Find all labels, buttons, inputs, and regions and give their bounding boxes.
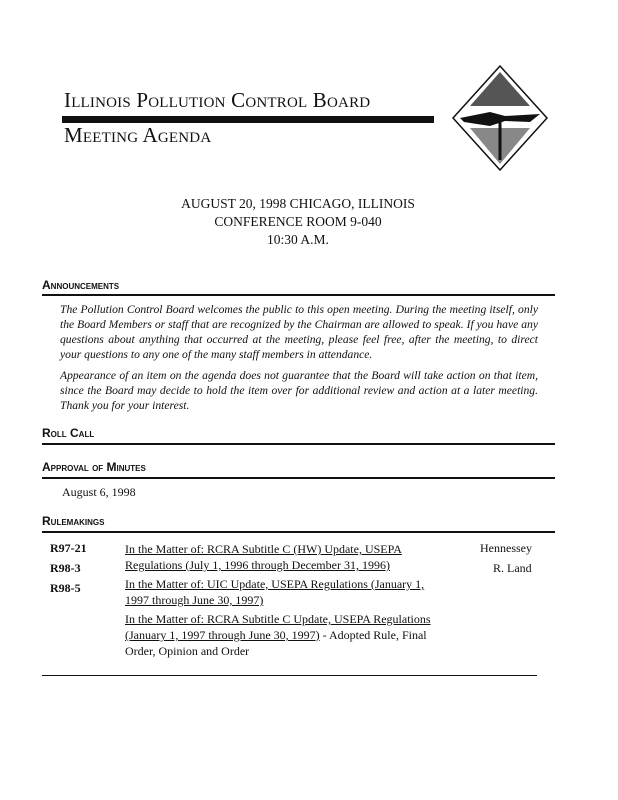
docket-number: R98-3 xyxy=(50,561,81,575)
roll-call-heading: Roll Call xyxy=(42,426,95,440)
rulemaking-title: In the Matter of: RCRA Subtitle C (HW) Update, USEPA Regulations (July 1, 1996 through December 31, 1996) xyxy=(125,542,402,572)
docket-number: R98-5 xyxy=(50,581,81,595)
section-rule xyxy=(42,477,555,479)
rulemaking-item xyxy=(125,611,445,659)
rulemaking-title: In the Matter of: UIC Update, USEPA Regulations (January 1, 1997 through June 30, 1997) xyxy=(125,577,425,607)
org-title: Illinois Pollution Control Board xyxy=(64,88,371,112)
document-title: Meeting Agenda xyxy=(64,123,212,147)
approval-of-minutes-heading: Approval of Minutes xyxy=(42,460,146,474)
rulemakings-heading: Rulemakings xyxy=(42,514,105,528)
rulemaking-item xyxy=(125,576,445,608)
minutes-date: August 6, 1998 xyxy=(62,485,136,499)
rulemaking-item xyxy=(125,541,445,573)
docket-number: R97-21 xyxy=(50,541,87,555)
meeting-date-location: AUGUST 20, 1998 CHICAGO, ILLINOIS xyxy=(181,196,415,211)
section-rule xyxy=(42,294,555,296)
announcement-paragraph: Appearance of an item on the agenda does not guarantee that the Board will take action on that item, since the Board may decide to hold the item over for additional review and action at a later meeting. Thank you for your interest. xyxy=(60,369,538,412)
meeting-room: CONFERENCE ROOM 9-040 xyxy=(214,214,382,229)
header-rule xyxy=(62,116,434,123)
announcements-heading: Announcements xyxy=(42,278,120,292)
board-logo-icon xyxy=(450,64,550,172)
footer-rule xyxy=(42,675,537,676)
board-member: Hennessey xyxy=(480,541,532,555)
announcement-paragraph: The Pollution Control Board welcomes the public to this open meeting. During the meeting itself, only the Board Members or staff that are recognized by the Chairman are allowed to speak. If you have any questions about anything that occurred at the meeting, please feel free, after the meeting, to direct your questions to any one of the many staff members in attendance. xyxy=(60,303,538,361)
board-member: R. Land xyxy=(493,561,532,575)
section-rule xyxy=(42,531,555,533)
rulemaking-title: In the Matter of: RCRA Subtitle C Update, USEPA Regulations (January 1, 1997 through June 30, 1997) xyxy=(125,612,431,642)
section-rule xyxy=(42,443,555,445)
rulemaking-action: - Adopted Rule, Final Order, Opinion and Order xyxy=(125,628,427,658)
meeting-time: 10:30 A.M. xyxy=(267,232,329,247)
